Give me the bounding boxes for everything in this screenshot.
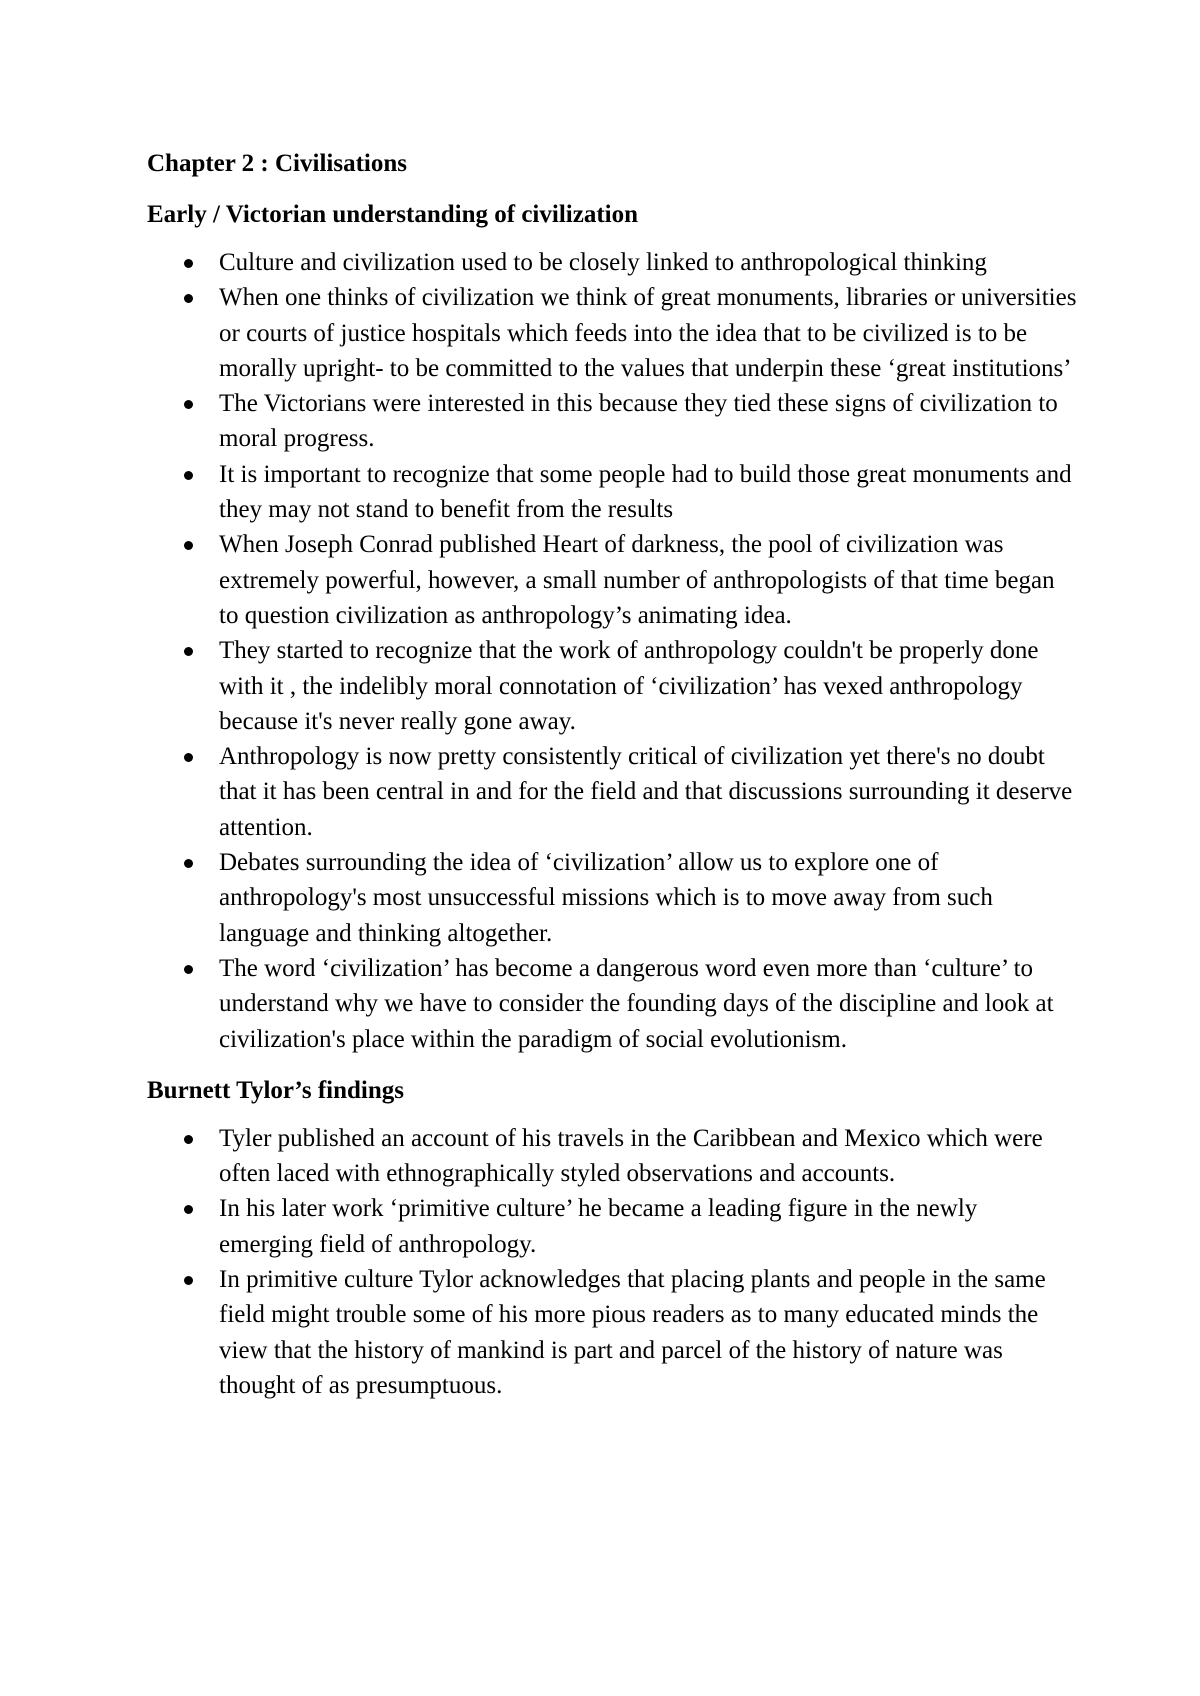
section-heading-tylor: Burnett Tylor’s findings (147, 1076, 404, 1104)
list-item (219, 386, 1077, 457)
bullet-dot-icon (184, 400, 193, 409)
list-item-text: The Victorians were interested in this because they tied these signs of civilization to moral progress. (219, 390, 1058, 453)
list-item-text: Anthropology is now pretty consistently critical of civilization yet there's no doubt that it has been central in and for the field and that discussions surrounding it deserve attention. (219, 743, 1073, 841)
list-item (219, 633, 1077, 739)
list-item-text: In his later work ‘primitive culture’ he became a leading figure in the newly emerging field of anthropology. (219, 1195, 978, 1258)
list-item-text: When Joseph Conrad published Heart of darkness, the pool of civilization was extremely powerful, however, a small number of anthropologists of that time began to question civilization as anthropology’s animating idea. (219, 531, 1055, 629)
bullet-list-tylor (147, 1121, 1077, 1403)
list-item-text: When one thinks of civilization we think of great monuments, libraries or universities or courts of justice hospitals which feeds into the idea that to be civilized is to be morally upright- to be committed to the values that underpin these ‘great institutions’ (219, 284, 1077, 382)
list-item (219, 457, 1077, 528)
list-item (219, 845, 1077, 951)
bullet-dot-icon (184, 753, 193, 762)
section-heading-victorian: Early / Victorian understanding of civilization (147, 201, 638, 228)
bullet-dot-icon (184, 259, 193, 268)
bullet-dot-icon (184, 647, 193, 656)
list-item-text: The word ‘civilization’ has become a dangerous word even more than ‘culture’ to understand why we have to consider the founding days of the discipline and look at civilization's place within the paradigm of social evolutionism. (219, 954, 1054, 1053)
bullet-dot-icon (184, 965, 193, 974)
list-item-text: They started to recognize that the work of anthropology couldn't be properly done with it , the indelibly moral connotation of ‘civilization’ has vexed anthropology because it's never really gone away. (219, 637, 1039, 735)
list-item-text: It is important to recognize that some people had to build those great monuments and they may not stand to benefit from the results (219, 460, 1072, 524)
list-item-text: Debates surrounding the idea of ‘civilization’ allow us to explore one of anthropology's most unsuccessful missions which is to move away from such language and thinking altogether. (219, 849, 993, 947)
chapter-title: Chapter 2 : Civilisations (147, 150, 407, 177)
list-item (219, 527, 1077, 633)
list-item-text: Tyler published an account of his travels in the Caribbean and Mexico which were often laced with ethnographically styled observations and accounts. (219, 1124, 1043, 1188)
document-content (147, 146, 1077, 1419)
bullet-dot-icon (184, 294, 193, 303)
bullet-list-victorian (147, 245, 1077, 1057)
list-item (219, 1262, 1077, 1403)
bullet-dot-icon (184, 1205, 193, 1214)
list-item (219, 280, 1077, 386)
bullet-dot-icon (184, 1276, 193, 1285)
list-item (219, 1191, 1077, 1262)
bullet-dot-icon (184, 471, 193, 480)
list-item (219, 739, 1077, 845)
list-item (219, 1121, 1077, 1192)
bullet-dot-icon (184, 859, 193, 868)
list-item-text: Culture and civilization used to be closely linked to anthropological thinking (219, 249, 987, 276)
list-item (219, 245, 1077, 280)
list-item (219, 951, 1077, 1057)
bullet-dot-icon (184, 1135, 193, 1144)
list-item-text: In primitive culture Tylor acknowledges that placing plants and people in the same field might trouble some of his more pious readers as to many educated minds the view that the history of mankind is part and parcel of the history of nature was thought of as presumptuous. (219, 1266, 1046, 1399)
bullet-dot-icon (184, 541, 193, 550)
